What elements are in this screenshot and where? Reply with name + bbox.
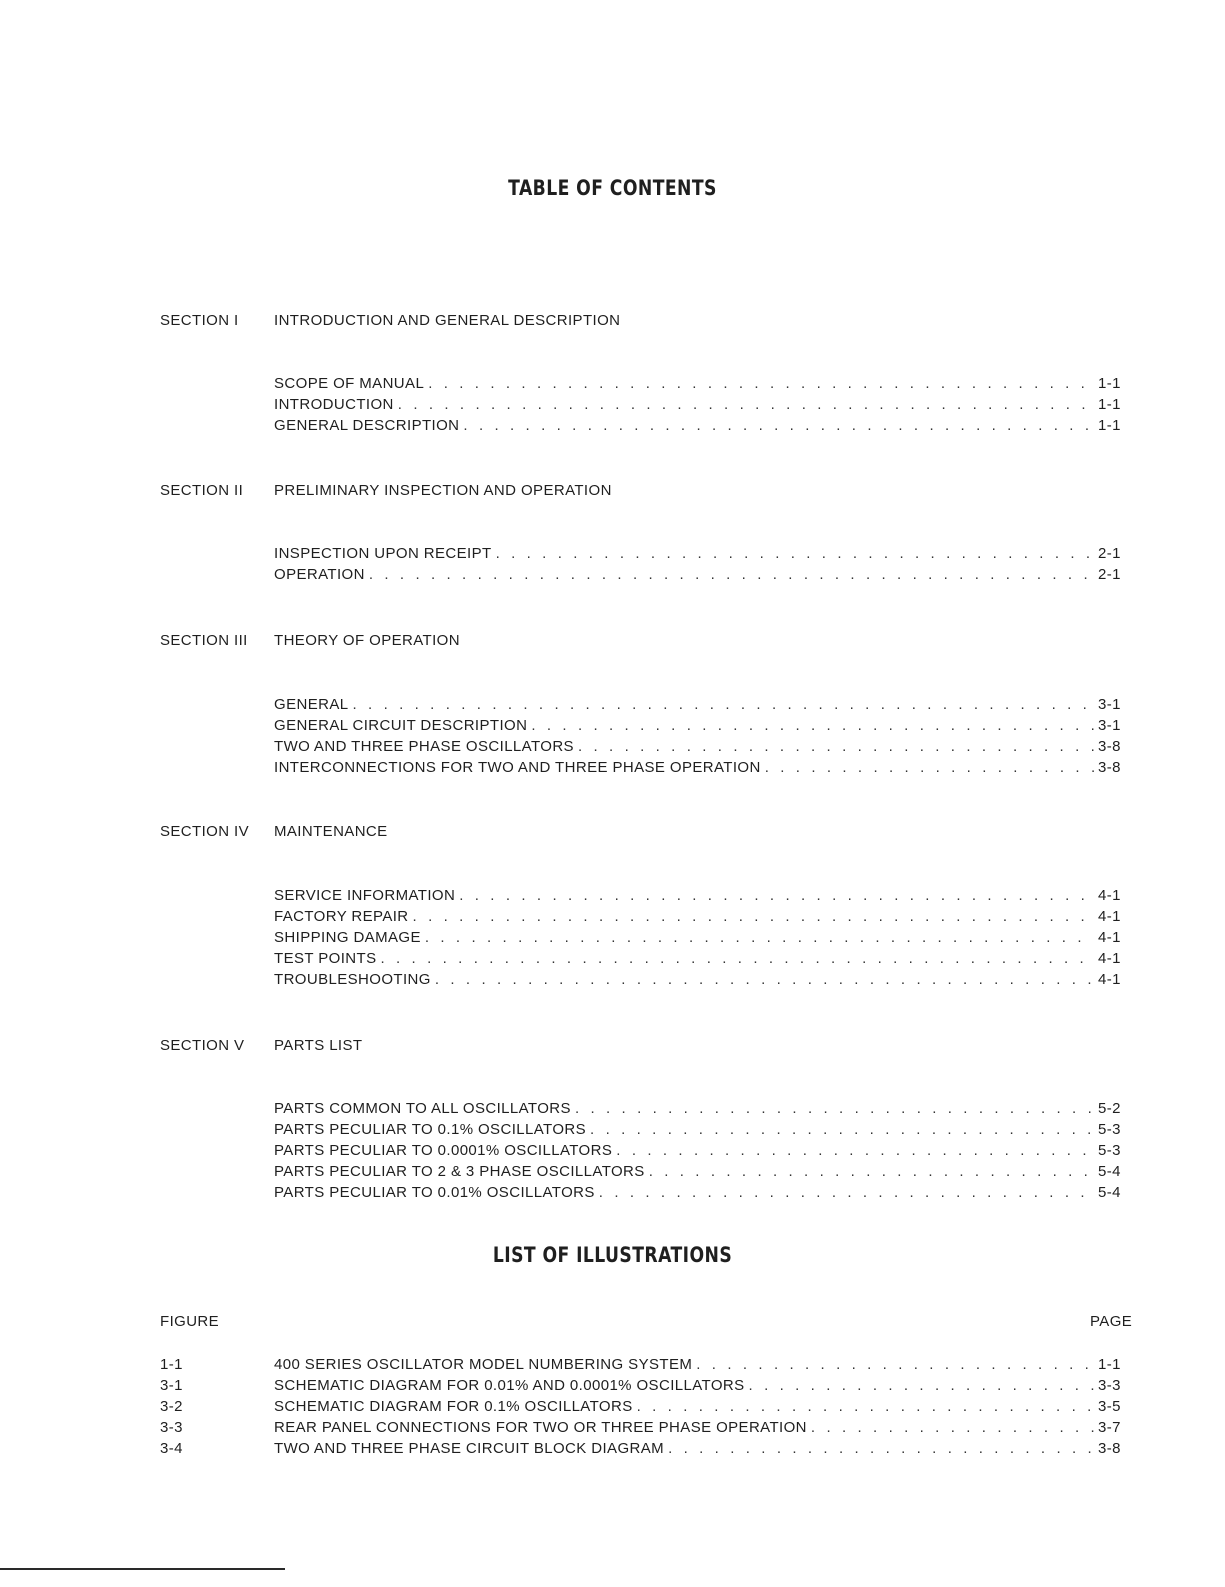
figure-number: 3-1 xyxy=(160,1377,183,1394)
entry-title: SCOPE OF MANUAL xyxy=(274,375,425,392)
entry-title: PARTS PECULIAR TO 2 & 3 PHASE OSCILLATORS xyxy=(274,1163,645,1180)
section-5-title: PARTS LIST xyxy=(274,1037,363,1054)
dot-leader xyxy=(428,373,1094,394)
dot-leader xyxy=(811,1417,1094,1438)
dot-leader xyxy=(749,1375,1094,1396)
entry-page: 4-1 xyxy=(1098,887,1121,904)
entry-page: 5-3 xyxy=(1098,1121,1121,1138)
toc-entry[interactable] xyxy=(274,927,1130,948)
entry-title: TWO AND THREE PHASE OSCILLATORS xyxy=(274,738,574,755)
toc-entry[interactable] xyxy=(274,394,1130,415)
toc-entry[interactable] xyxy=(274,1098,1130,1119)
figure-page: 3-3 xyxy=(1098,1377,1121,1394)
entry-page: 4-1 xyxy=(1098,971,1121,988)
entry-title: PARTS PECULIAR TO 0.01% OSCILLATORS xyxy=(274,1184,595,1201)
dot-leader xyxy=(413,906,1094,927)
entry-title: OPERATION xyxy=(274,566,365,583)
entry-page: 1-1 xyxy=(1098,417,1121,434)
entry-title: SERVICE INFORMATION xyxy=(274,887,456,904)
dot-leader xyxy=(531,715,1094,736)
illustration-entry[interactable] xyxy=(160,1438,1130,1459)
entry-title: SHIPPING DAMAGE xyxy=(274,929,421,946)
toc-entry[interactable] xyxy=(274,736,1130,757)
figure-page: 3-5 xyxy=(1098,1398,1121,1415)
entry-title: INTRODUCTION xyxy=(274,396,394,413)
illustration-entry[interactable] xyxy=(160,1396,1130,1417)
dot-leader xyxy=(637,1396,1094,1417)
section-1-title: INTRODUCTION AND GENERAL DESCRIPTION xyxy=(274,312,621,329)
dot-leader xyxy=(765,757,1094,778)
entry-title: GENERAL CIRCUIT DESCRIPTION xyxy=(274,717,528,734)
dot-leader xyxy=(575,1098,1094,1119)
entry-title: PARTS PECULIAR TO 0.1% OSCILLATORS xyxy=(274,1121,587,1138)
entry-page: 3-1 xyxy=(1098,717,1121,734)
entry-page: 3-1 xyxy=(1098,696,1121,713)
entry-page: 2-1 xyxy=(1098,545,1121,562)
entry-page: 5-4 xyxy=(1098,1184,1121,1201)
dot-leader xyxy=(496,543,1094,564)
section-4-label: SECTION IV xyxy=(160,823,250,840)
entry-title: GENERAL DESCRIPTION xyxy=(274,417,460,434)
dot-leader xyxy=(369,564,1094,585)
section-4-entries xyxy=(274,885,1130,990)
toc-entry[interactable] xyxy=(274,1161,1130,1182)
section-3-title: THEORY OF OPERATION xyxy=(274,632,460,649)
figure-title: REAR PANEL CONNECTIONS FOR TWO OR THREE PHASE OPERATION xyxy=(274,1419,807,1436)
entry-page: 4-1 xyxy=(1098,908,1121,925)
entry-page: 3-8 xyxy=(1098,738,1121,755)
entry-page: 5-2 xyxy=(1098,1100,1121,1117)
entry-title: PARTS COMMON TO ALL OSCILLATORS xyxy=(274,1100,571,1117)
toc-entry[interactable] xyxy=(274,373,1130,394)
section-5-entries xyxy=(274,1098,1130,1203)
entry-page: 5-3 xyxy=(1098,1142,1121,1159)
illustrations-list xyxy=(160,1354,1130,1459)
toc-entry[interactable] xyxy=(274,694,1130,715)
dot-leader xyxy=(696,1354,1094,1375)
figure-column-header: FIGURE xyxy=(160,1313,220,1330)
section-1-entries xyxy=(274,373,1130,436)
toc-entry[interactable] xyxy=(274,1119,1130,1140)
dot-leader xyxy=(353,694,1095,715)
dot-leader xyxy=(425,927,1094,948)
dot-leader xyxy=(616,1140,1094,1161)
figure-page: 3-8 xyxy=(1098,1440,1121,1457)
section-3-entries xyxy=(274,694,1130,778)
toc-entry[interactable] xyxy=(274,1182,1130,1203)
entry-page: 4-1 xyxy=(1098,950,1121,967)
dot-leader xyxy=(649,1161,1094,1182)
toc-entry[interactable] xyxy=(274,415,1130,436)
entry-title: INSPECTION UPON RECEIPT xyxy=(274,545,492,562)
illustration-entry[interactable] xyxy=(160,1375,1130,1396)
dot-leader xyxy=(590,1119,1094,1140)
entry-title: TEST POINTS xyxy=(274,950,377,967)
entry-title: FACTORY REPAIR xyxy=(274,908,409,925)
entry-title: GENERAL xyxy=(274,696,349,713)
toc-entry[interactable] xyxy=(274,969,1130,990)
dot-leader xyxy=(380,948,1094,969)
toc-entry[interactable] xyxy=(274,757,1130,778)
toc-entry[interactable] xyxy=(274,1140,1130,1161)
section-4-title: MAINTENANCE xyxy=(274,823,388,840)
section-2-label: SECTION II xyxy=(160,482,244,499)
illustration-entry[interactable] xyxy=(160,1417,1130,1438)
toc-entry[interactable] xyxy=(274,543,1130,564)
figure-title: 400 SERIES OSCILLATOR MODEL NUMBERING SYSTEM xyxy=(274,1356,693,1373)
figure-title: TWO AND THREE PHASE CIRCUIT BLOCK DIAGRAM xyxy=(274,1440,665,1457)
figure-number: 3-3 xyxy=(160,1419,183,1436)
dot-leader xyxy=(459,885,1094,906)
section-2-entries xyxy=(274,543,1130,585)
section-3-label: SECTION III xyxy=(160,632,248,649)
figure-title: SCHEMATIC DIAGRAM FOR 0.1% OSCILLATORS xyxy=(274,1398,633,1415)
entry-title: PARTS PECULIAR TO 0.0001% OSCILLATORS xyxy=(274,1142,613,1159)
figure-page: 3-7 xyxy=(1098,1419,1121,1436)
toc-entry[interactable] xyxy=(274,564,1130,585)
figure-number: 3-2 xyxy=(160,1398,183,1415)
entry-page: 1-1 xyxy=(1098,375,1121,392)
illustration-entry[interactable] xyxy=(160,1354,1130,1375)
toc-entry[interactable] xyxy=(274,885,1130,906)
toc-title: TABLE OF CONTENTS xyxy=(508,176,717,200)
entry-page: 5-4 xyxy=(1098,1163,1121,1180)
figure-page: 1-1 xyxy=(1098,1356,1121,1373)
illustrations-title: LIST OF ILLUSTRATIONS xyxy=(492,1243,733,1267)
dot-leader xyxy=(599,1182,1094,1203)
toc-entry[interactable] xyxy=(274,948,1130,969)
dot-leader xyxy=(435,969,1094,990)
figure-number: 1-1 xyxy=(160,1356,183,1373)
entry-page: 4-1 xyxy=(1098,929,1121,946)
toc-entry[interactable] xyxy=(274,715,1130,736)
dot-leader xyxy=(578,736,1094,757)
entry-page: 2-1 xyxy=(1098,566,1121,583)
section-1-label: SECTION I xyxy=(160,312,239,329)
page-column-header: PAGE xyxy=(1090,1313,1133,1330)
entry-title: INTERCONNECTIONS FOR TWO AND THREE PHASE OPERATION xyxy=(274,759,761,776)
figure-title: SCHEMATIC DIAGRAM FOR 0.01% AND 0.0001% OSCILLATORS xyxy=(274,1377,745,1394)
toc-entry[interactable] xyxy=(274,906,1130,927)
section-2-title: PRELIMINARY INSPECTION AND OPERATION xyxy=(274,482,612,499)
entry-page: 3-8 xyxy=(1098,759,1121,776)
entry-page: 1-1 xyxy=(1098,396,1121,413)
scan-edge-line xyxy=(0,1568,285,1570)
dot-leader xyxy=(398,394,1094,415)
dot-leader xyxy=(668,1438,1094,1459)
figure-number: 3-4 xyxy=(160,1440,183,1457)
section-5-label: SECTION V xyxy=(160,1037,245,1054)
entry-title: TROUBLESHOOTING xyxy=(274,971,431,988)
dot-leader xyxy=(463,415,1094,436)
